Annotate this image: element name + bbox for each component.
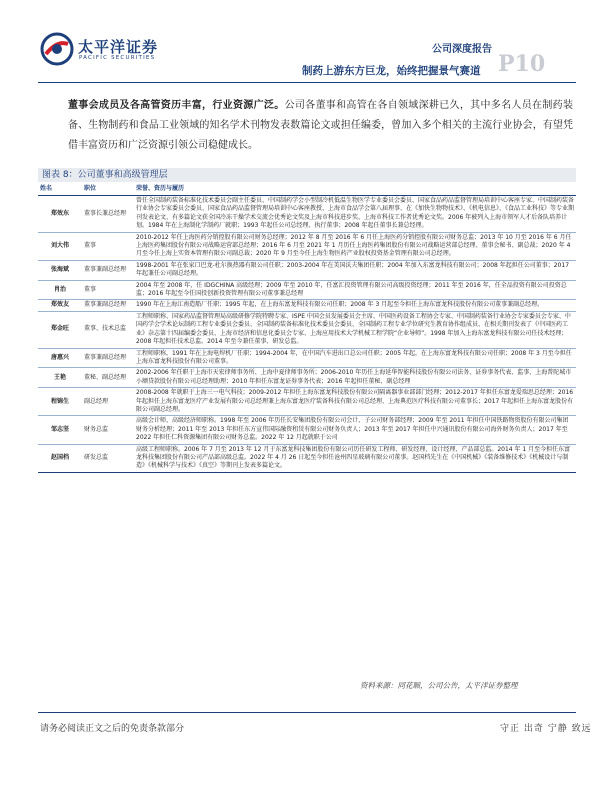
column-header-position: 职位 [82, 184, 134, 196]
name-cell: 赵国档 [38, 444, 82, 472]
table-row [38, 300, 576, 311]
name-cell: 程锦生 [38, 388, 82, 416]
bio-cell: 2008-2008 年就职于上海三一电气科技；2009-2012 年担任上海东富龙科技股份有限公司隔离器事业部部门经理；2012-2017 年担任东富龙爱瑞思总经理；2016 年起担任上海东富龙医疗产业发展有限公司总经理兼上海东富龙医疗装备科技有限公司总经理、上海典范医疗科技有限公司董事长；2017 年起担任上海东富龙股份有限公司副总经理。 [134, 388, 576, 416]
table-row [38, 388, 576, 416]
table-row [38, 311, 576, 348]
table-body [38, 196, 576, 473]
header-divider [38, 82, 576, 83]
name-cell: 肖治 [38, 280, 82, 300]
position-cell: 副总经理 [82, 388, 134, 416]
position-cell: 董事兼副总经理 [82, 300, 134, 311]
footer-slogan: 守正 出奇 宁静 致远 [500, 724, 592, 734]
position-cell: 董秘、副总经理 [82, 368, 134, 388]
table-row [38, 280, 576, 300]
company-logo [40, 30, 159, 70]
position-cell: 董事 [82, 232, 134, 260]
header-title: 制药上游东方巨龙，始终把握景气赛道 [302, 65, 481, 77]
logo-text-en: PACIFIC SECURITIES [79, 55, 156, 61]
report-type: 公司深度报告 [432, 44, 492, 55]
footer-divider [38, 712, 576, 713]
table-row [38, 260, 576, 280]
intro-paragraph [68, 96, 573, 156]
management-table [38, 184, 576, 473]
name-cell: 郑金旺 [38, 311, 82, 348]
position-cell: 董事兼副总经理 [82, 260, 134, 280]
table-row [38, 416, 576, 444]
column-header-name: 姓名 [38, 184, 82, 196]
table-row [38, 444, 576, 472]
name-cell: 张海斌 [38, 260, 82, 280]
name-cell: 郑效东 [38, 196, 82, 233]
bio-cell: 工程师职称，1991 年在上海电焊机厂任职；1994-2004 年，在中国汽车进出口总公司任职；2005 年起，在上海东富龙科技有限公司任职；2008 年 3 月至今担任上海东富龙科技股份有限公司董事。 [134, 348, 576, 368]
intro-body: 公司各董事和高管在各自领域深耕已久，其中多名人员在制药装备、生物制药和食品工业领域的知名学术刊物发表数篇论文或担任编委，曾加入多个相关的主流行业协会，有望凭借丰富资历和广泛资源引领公司稳健成长。 [68, 100, 573, 151]
name-cell: 刘大伟 [38, 232, 82, 260]
logo-mark-icon [40, 32, 74, 66]
name-cell: 邹志坚 [38, 416, 82, 444]
figure-source: 资料来源：同花顺，公司公告，太平洋证券整理 [360, 681, 518, 690]
position-cell: 董事、技术总监 [82, 311, 134, 348]
table-row [38, 348, 576, 368]
position-cell: 董事 [82, 280, 134, 300]
name-cell: 王艳 [38, 368, 82, 388]
footer-disclaimer: 请务必阅读正文之后的免责条款部分 [40, 724, 185, 734]
figure-title: 图表 8：公司董事和高级管理层 [38, 168, 576, 182]
bio-cell: 曾任全国制药装备标准化技术委员会副主任委员、中国制药学会小型制冷机低温生物医学专业委员会委员、国家食品药品监督管理局培训中心客座专家、中国制药装备行业协会专家委员会委员、国家食品药品监督管理局培训中心客座教授、上海市食品学会第八届理事、在《加快生物物技术》、《机电信息》、《食品工业科技》等专业期刊发表论文、有多篇论文获全国冷冻干燥学术交流会优秀论文奖及上海市科技进步奖、上海市科技工作者优秀论文奖。2006 年被列入上海市领军人才后备队培养计划。1984 年在上海制化学制药厂就职；1993 年起任公司总经理、执行董事；2008 年起任董事长兼总经理。 [134, 196, 576, 233]
table-row [38, 232, 576, 260]
bio-cell: 2004 年至 2008 年，任 IDGCHINA 高级经理；2009 年至 2010 年，任富汇投资管理有限公司高级投资经理；2011 年至 2016 年，任全品投资有限公司投资总监；2016 年起至今任国投创新投资管理有限公司董事兼总经理 [134, 280, 576, 300]
table-header-row [38, 184, 576, 196]
position-cell: 董事长兼总经理 [82, 196, 134, 233]
table-row [38, 368, 576, 388]
name-cell: 郑效友 [38, 300, 82, 311]
logo-text-cn: 太平洋证券 [78, 38, 159, 56]
bio-cell: 工程师职称、国家药品监督管理局高级研修学院特聘专家、ISPE 中国会员发展委员会主席、中国医药设备工程协会专家、中国制药装备行业协会专家委员会专家、中国药学会学术论坛制药工程专业委员会委员、全国制药装备标准化技术委员会委员、全国制药工程专业学位研究生教育协作组成员、在相关期刊发表了《中国医药工业》杂志第十四届编委会委员、上海市经济和信息化委员会专家、上海应用技术大学机械工程学院“企业导师”。1998 年加入上海东富龙科技有限公司任技术经理；2008 年起担任技术总监。2014 年至今兼任董事、研发总监。 [134, 311, 576, 348]
position-cell: 研发总监 [82, 444, 134, 472]
table-row [38, 196, 576, 233]
bio-cell: 2010-2012 年任上海医药分销控股有限公司财务总经理；2012 年 8 月至 2016 年 6 月任上海医药分销控股有限公司财务总监；2013 年 10 月至 2016 年 6 月任上海医药集团股份有限公司战略运营部总经理；2016 年 6 月至 2021 年 1 月历任上海医药集团股份有限公司战略运营部总经理、董事会秘书、副总裁；2020 年 4 月至今任上海上实资本管理有限公司副总裁；2020 年 9 月至今任上海生物医药产业股权投资基金管理有限公司总经理。 [134, 232, 576, 260]
bio-cell: 高级会计师、高级经济师职称。1998 年至 2006 年历任长安集团股份有限公司会计、子公司财务部经理；2009 年至 2011 年担任中国铁路物资股份有限公司集团财务分析经理；2011 年至 2013 年担任东方宣伟国际融资租赁有限公司财务负责人；2013 年至 2017 年担任中兴通讯股份有限公司海外财务负责人；2017 年至 2022 年担任仁科资源集团有限公司财务总监。2022 年 12 月起就职于公司 [134, 416, 576, 444]
bio-cell: 2002-2006 年任职于上海市天宏律师事务所、上海中夏律师事务所；2006-2010 年历任上海延华智能科技股份有限公司法务、证券事务代表、监事、上海普陀城市小额贷款股份有限公司总经理助理；2010 年担任东富龙证券事务代表；2016 年起担任董秘、副总经理 [134, 368, 576, 388]
intro-lead: 董事会成员及各高管资历丰富，行业资源广泛。 [68, 100, 285, 111]
name-cell: 唐惠兴 [38, 348, 82, 368]
bio-cell: 高级工程师职称。2006 年 7 月至 2013 年 12 月于东富龙科技集团股份有限公司历任研发工程师、研发经理、设计经理、产品部总监。2014 年 1 月至今担任东富龙科技集团股份有限公司产品部高级总监。2022 年 4 月 26 日起至今担任沧州四星玻璃有限公司董事。赵国档先生在《中国机械》《装备维修技术》《机械设计与制造》《机械科学与技术》《真空》等期刊上发表多篇论文。 [134, 444, 576, 472]
position-cell: 财务总监 [82, 416, 134, 444]
position-cell: 董事兼副总经理 [82, 348, 134, 368]
column-header-bio: 荣誉、资历与履历 [134, 184, 576, 196]
bio-cell: 1998-2001 年在张家口巴龙-杜尔换热器有限公司任职；2003-2004 年在美国沃夫集团任职；2004 年加入东富龙科技有限公司；2008 年起担任公司董事；2017 年起兼任公司副总经理。 [134, 260, 576, 280]
page-number: P10 [498, 51, 546, 77]
bio-cell: 1990 年在上海江南造船厂任职；1995 年起，在上海东富龙科技有限公司任职；2008 年 3 月起至今担任上海东富龙科技股份有限公司董事兼副总经理。 [134, 300, 576, 311]
